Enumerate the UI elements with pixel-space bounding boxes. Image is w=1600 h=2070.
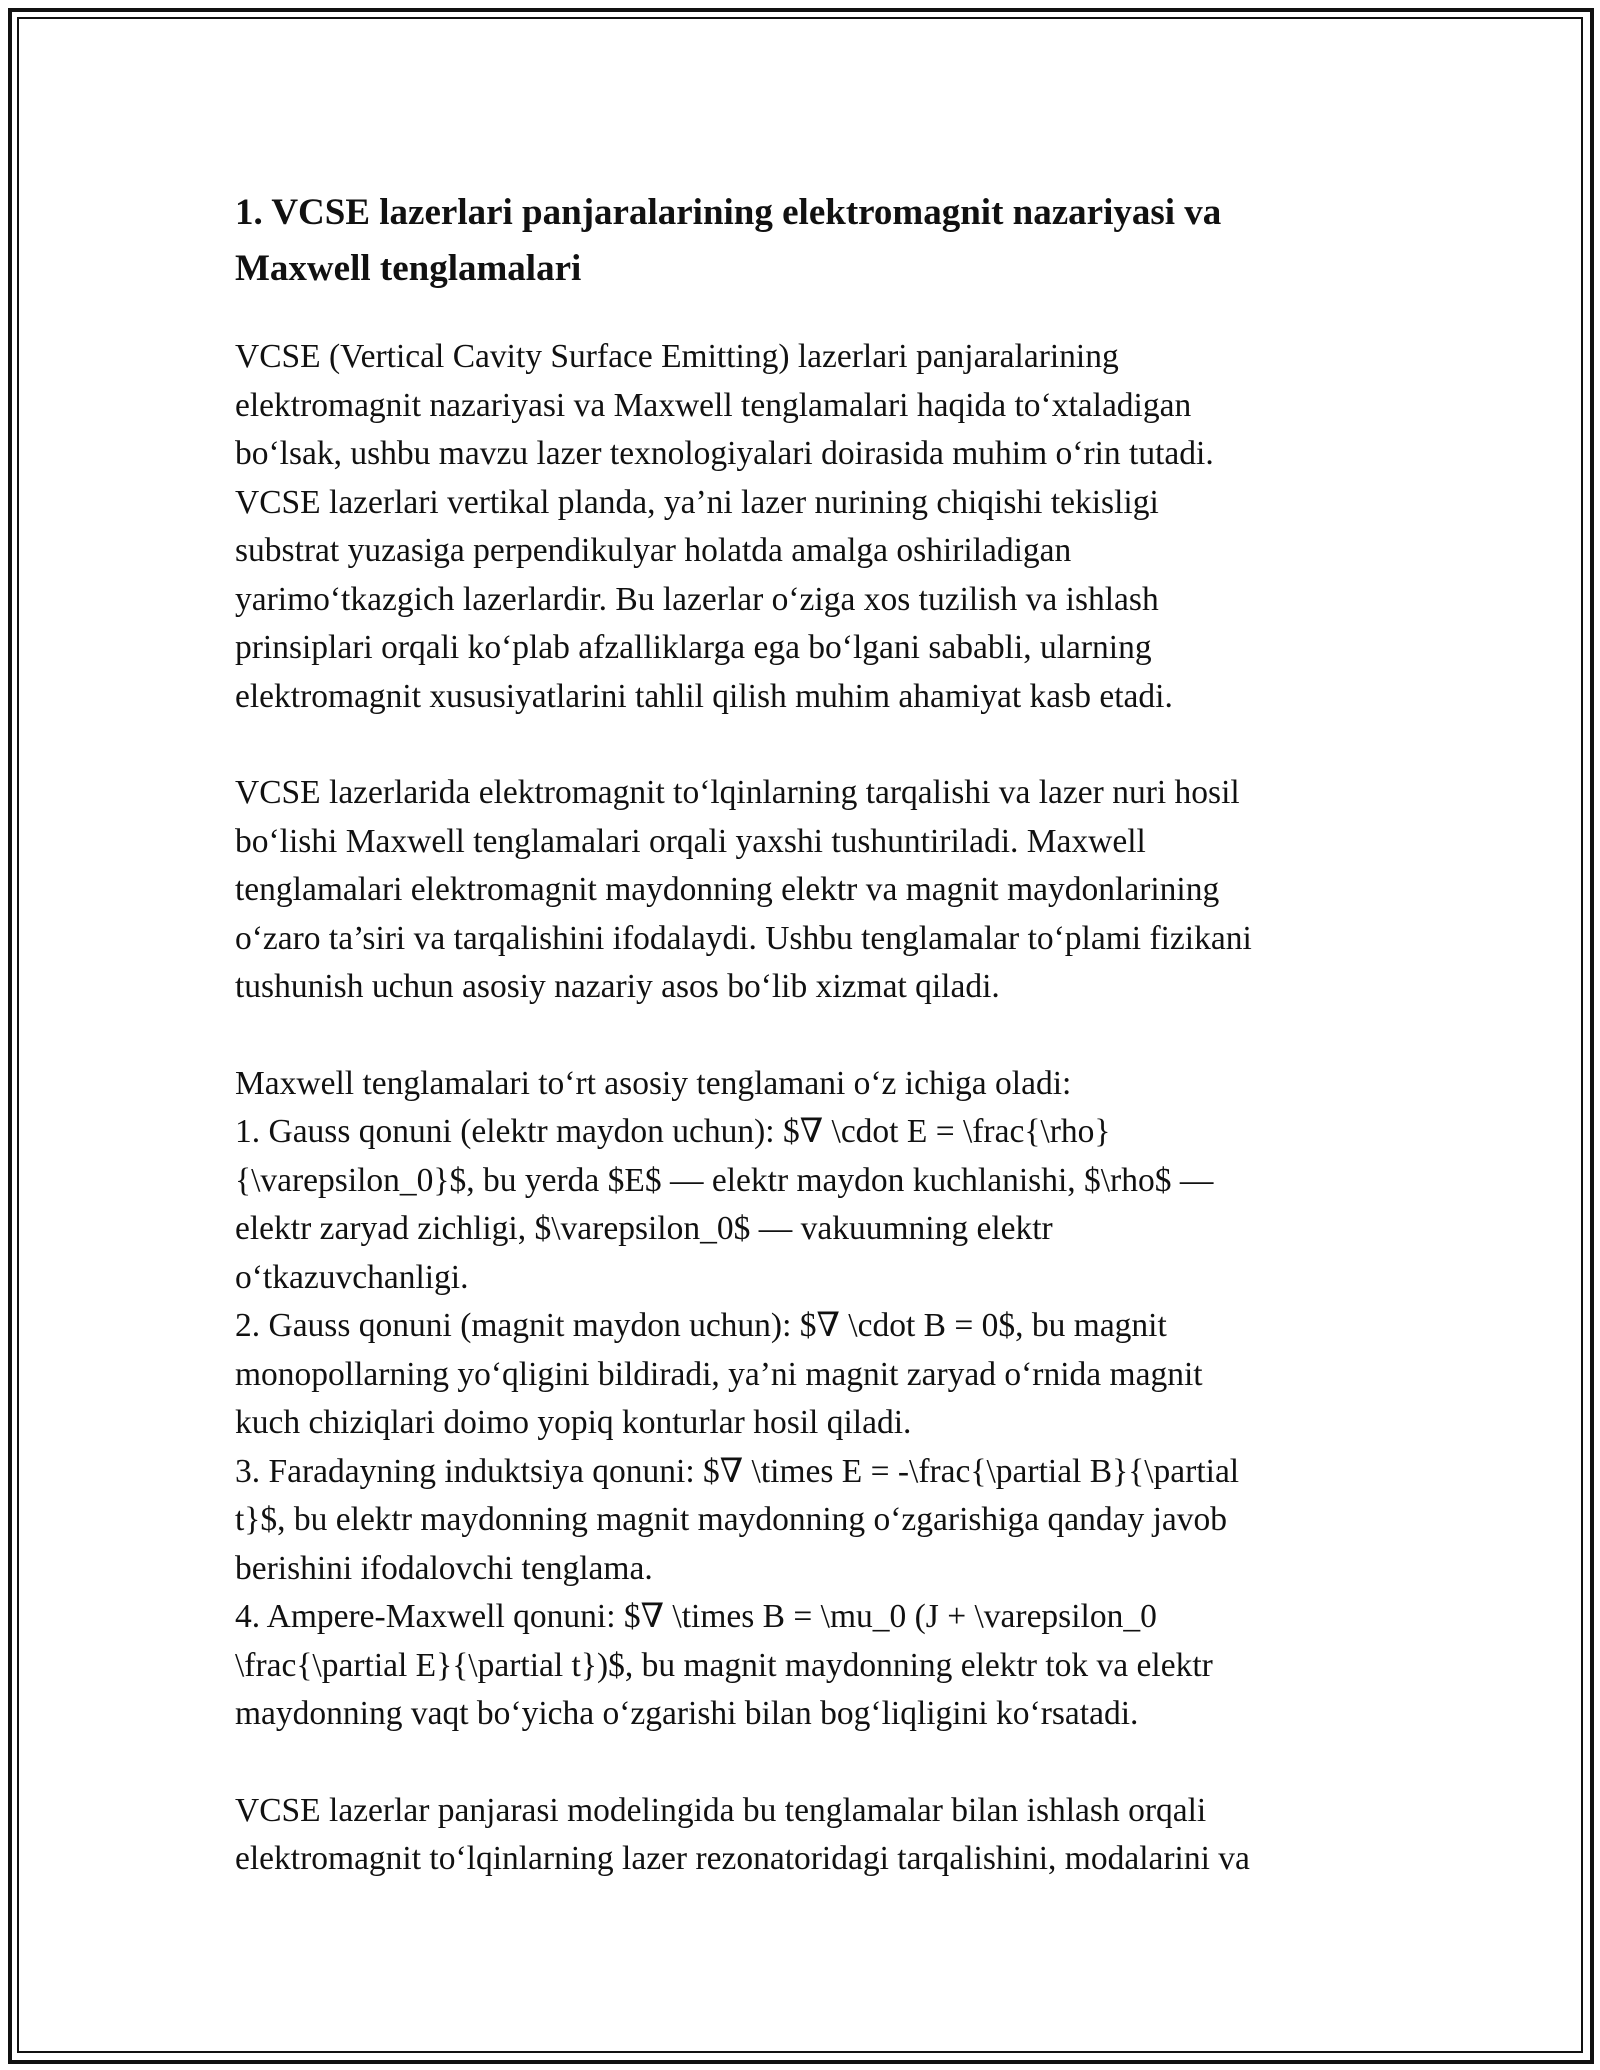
text-line: kuch chiziqlari doimo yopiq konturlar hosil qiladi. [235, 1404, 912, 1441]
text-line: substrat yuzasiga perpendikulyar holatda amalga oshiriladigan [235, 532, 1072, 569]
text-line: o‘zaro ta’siri va tarqalishini ifodalaydi. Ushbu tenglamalar to‘plami fizikani [235, 919, 1252, 957]
paragraph-equations-list [235, 1060, 1365, 1739]
text-line: monopollarning yo‘qligini bildiradi, ya’ni magnit zaryad o‘rnida magnit [235, 1355, 1203, 1393]
text-line: 4. Ampere-Maxwell qonuni: $∇ \times B = \mu_0 (J + \varepsilon_0 [235, 1598, 1157, 1635]
text-line: 2. Gauss qonuni (magnit maydon uchun): $∇ \cdot B = 0$, bu magnit [235, 1307, 1167, 1344]
text-line: bo‘lishi Maxwell tenglamalari orqali yaxshi tushuntiriladi. Maxwell [235, 822, 1146, 860]
text-line: bo‘lsak, ushbu mavzu lazer texnologiyalari doirasida muhim o‘rin tutadi. [235, 435, 1214, 472]
paragraph-modeling [235, 1787, 1365, 1884]
text-line: VCSE lazerlar panjarasi modelingida bu tenglamalar bilan ishlash orqali [235, 1791, 1207, 1829]
text-line: berishini ifodalovchi tenglama. [235, 1549, 653, 1587]
text-line: VCSE lazerlarida elektromagnit to‘lqinlarning tarqalishi va lazer nuri hosil [235, 774, 1240, 811]
text-line: 3. Faradayning induktsiya qonuni: $∇ \times E = -\frac{\partial B}{\partial [235, 1452, 1240, 1490]
text-line: prinsiplari orqali ko‘plab afzalliklarga ega bo‘lgani sababli, ularning [235, 629, 1152, 666]
text-line: tenglamalari elektromagnit maydonning elektr va magnit maydonlarining [235, 871, 1220, 908]
section-heading [235, 185, 1365, 297]
text-line: t}$, bu elektr maydonning magnit maydonning o‘zgarishiga qanday javob [235, 1501, 1228, 1538]
text-line: VCSE lazerlari vertikal planda, ya’ni lazer nurining chiqishi tekisligi [235, 483, 1159, 521]
text-line: elektromagnit to‘lqinlarning lazer rezonatoridagi tarqalishini, modalarini va [235, 1840, 1250, 1877]
text-line: yarimo‘tkazgich lazerlardir. Bu lazerlar o‘ziga xos tuzilish va ishlash [235, 580, 1159, 618]
text-line: maydonning vaqt bo‘yicha o‘zgarishi bilan bog‘liqligini ko‘rsatadi. [235, 1695, 1139, 1732]
text-line: {\varepsilon_0}$, bu yerda $E$ — elektr maydon kuchlanishi, $\rho$ — [235, 1161, 1214, 1199]
text-line: VCSE (Vertical Cavity Surface Emitting) lazerlari panjaralarining [235, 338, 1119, 375]
text-line: elektromagnit xususiyatlarini tahlil qilish muhim ahamiyat kasb etadi. [235, 677, 1173, 715]
text-line: tushunish uchun asosiy nazariy asos bo‘lib xizmat qiladi. [235, 968, 1000, 1005]
paragraph-intro [235, 333, 1365, 721]
heading-line: 1. VCSE lazerlari panjaralarining elektromagnit nazariyasi va [235, 192, 1222, 233]
paragraph-maxwell-overview [235, 769, 1365, 1012]
text-line: 1. Gauss qonuni (elektr maydon uchun): $∇ \cdot E = \frac{\rho} [235, 1113, 1111, 1150]
text-line: elektromagnit nazariyasi va Maxwell tenglamalari haqida to‘xtaladigan [235, 386, 1192, 424]
text-line: o‘tkazuvchanligi. [235, 1258, 469, 1296]
heading-line: Maxwell tenglamalari [235, 248, 582, 289]
text-line: \frac{\partial E}{\partial t})$, bu magnit maydonning elektr tok va elektr [235, 1646, 1213, 1684]
text-line: Maxwell tenglamalari to‘rt asosiy tenglamani o‘z ichiga oladi: [235, 1064, 1072, 1102]
document-body [235, 185, 1365, 1884]
text-line: elektr zaryad zichligi, $\varepsilon_0$ — vakuumning elektr [235, 1210, 1053, 1247]
